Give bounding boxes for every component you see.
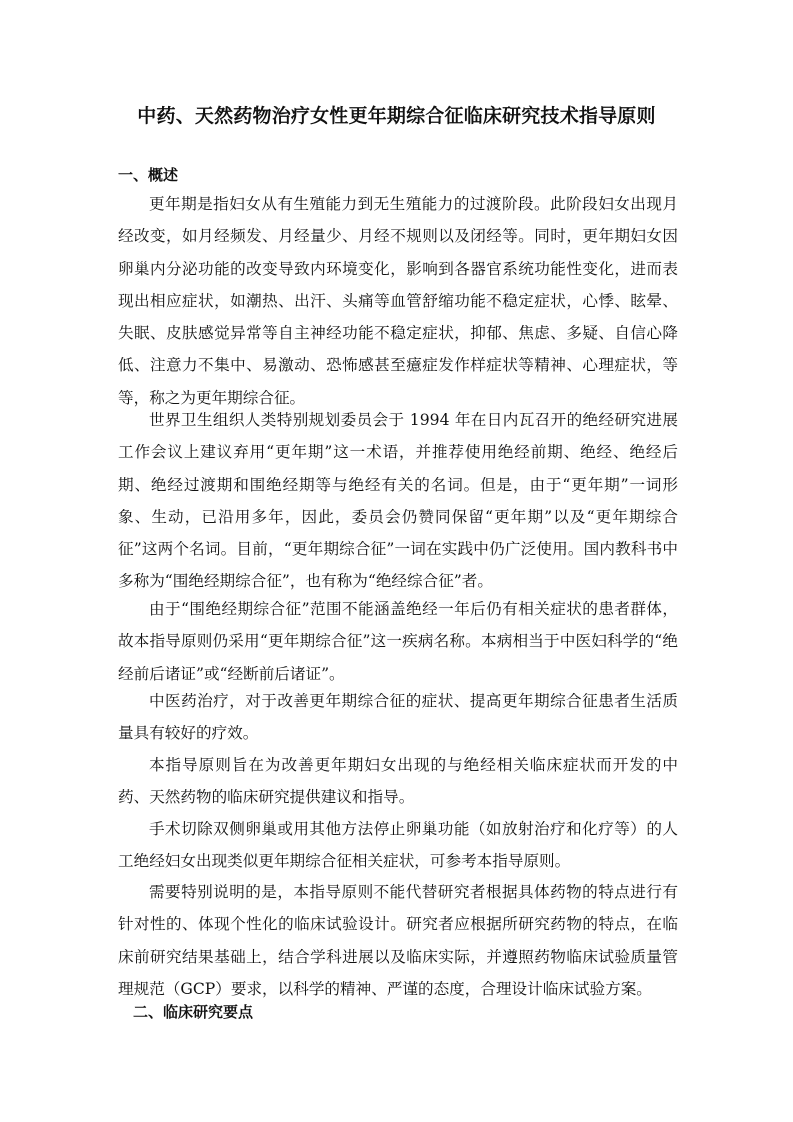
section-heading-overview: 一、概述 [118, 166, 179, 184]
paragraph-artificial-menopause: 手术切除双侧卵巢或用其他方法停止卵巢功能（如放射治疗和化疗等）的人工绝经妇女出现类似更年期综合征相关症状，可参考本指导原则。 [118, 820, 678, 871]
section-heading-clinical-points: 二、临床研究要点 [133, 1003, 254, 1021]
paragraph-menopause-definition: 更年期是指妇女从有生殖能力到无生殖能力的过渡阶段。此阶段妇女出现月经改变，如月经频发、月经量少、月经不规则以及闭经等。同时，更年期妇女因卵巢内分泌功能的改变导致内环境变化，影响到各器官系统功能性变化，进而表现出相应症状，如潮热、出汗、头痛等血管舒缩功能不稳定症状，心悸、眩晕、失眠、皮肤感觉异常等自主神经功能不稳定症状，抑郁、焦虑、多疑、自信心降低、注意力不集中、易激动、恐怖感甚至癔症发作样症状等精神、心理症状，等等，称之为更年期综合征。 [118, 195, 678, 407]
paragraph-guideline-purpose: 本指导原则旨在为改善更年期妇女出现的与绝经相关临床症状而开发的中药、天然药物的临床研究提供建议和指导。 [118, 756, 678, 807]
document-title: 中药、天然药物治疗女性更年期综合征临床研究技术指导原则 [137, 105, 656, 127]
paragraph-who-terminology: 世界卫生组织人类特别规划委员会于 1994 年在日内瓦召开的绝经研究进展工作会议上建议弃用“更年期”这一术语，并推荐使用绝经前期、绝经、绝经后期、绝经过渡期和围绝经期等与绝经有关的名词。但是，由于“更年期”一词形象、生动，已沿用多年，因此，委员会仍赞同保留“更年期”以及“更年期综合征”这两个名词。目前，“更年期综合征”一词在实践中仍广泛使用。国内教科书中多称为“围绝经期综合征”，也有称为“绝经综合征”者。 [118, 411, 678, 591]
paragraph-disease-name: 由于“围绝经期综合征”范围不能涵盖绝经一年后仍有相关症状的患者群体，故本指导原则仍采用“更年期综合征”这一疾病名称。本病相当于中医妇科学的“绝经前后诸证”或“经断前后诸证”。 [118, 600, 678, 683]
paragraph-special-note: 需要特别说明的是，本指导原则不能代替研究者根据具体药物的特点进行有针对性的、体现个性化的临床试验设计。研究者应根据所研究药物的特点，在临床前研究结果基础上，结合学科进展以及临床实际，并遵照药物临床试验质量管理规范（GCP）要求，以科学的精神、严谨的态度，合理设计临床试验方案。 [118, 883, 678, 998]
paragraph-tcm-efficacy: 中医药治疗，对于改善更年期综合征的症状、提高更年期综合征患者生活质量具有较好的疗效。 [118, 692, 678, 743]
